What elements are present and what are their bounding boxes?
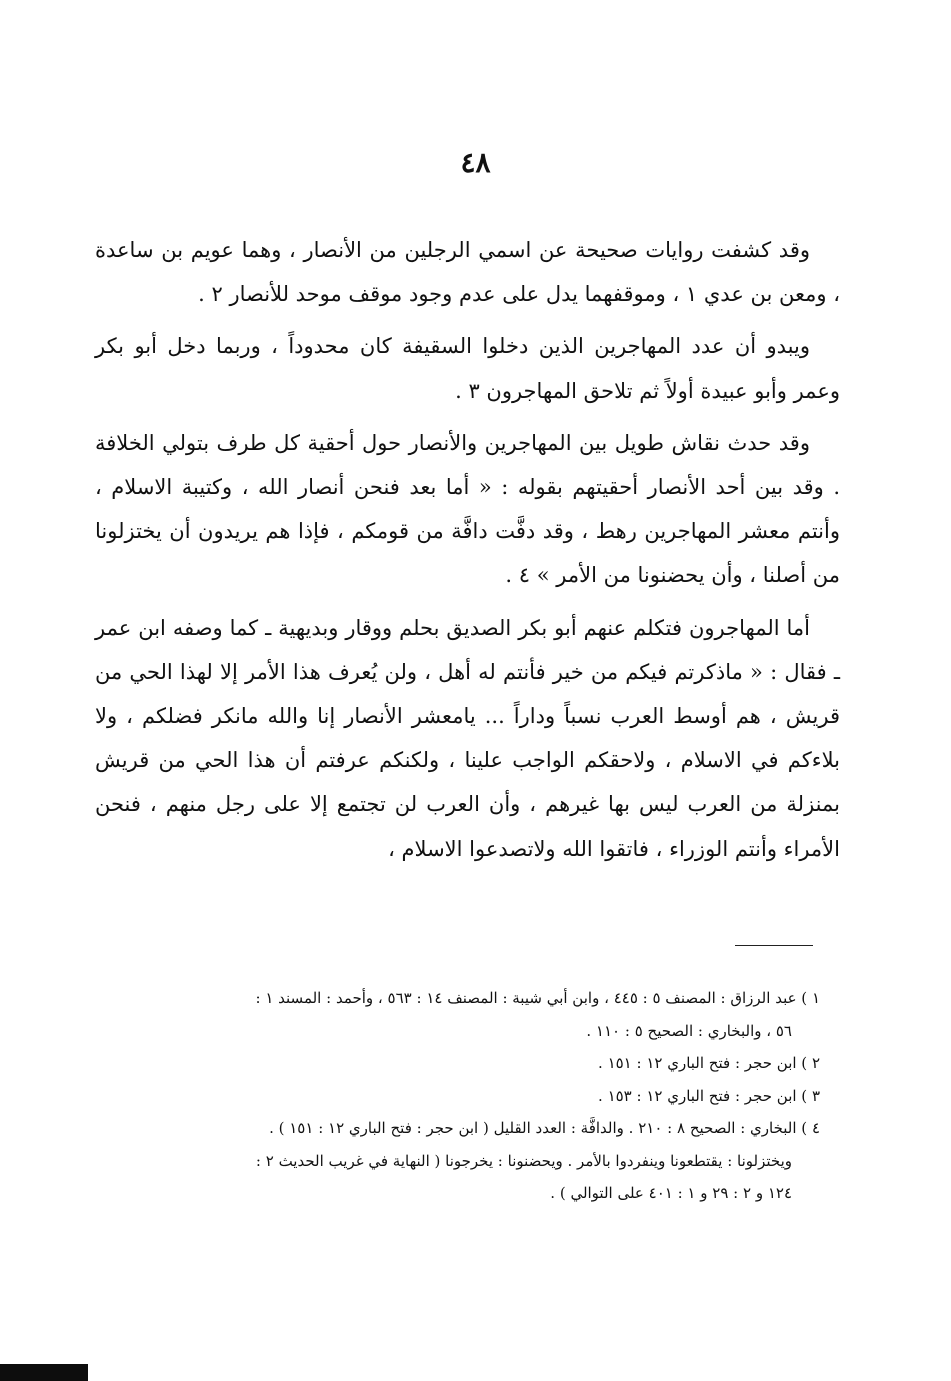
footnote: ١ ) عبد الرزاق : المصنف ٥ : ٤٤٥ ، وابن أبي شيبة : المصنف ١٤ : ٥٦٣ ، وأحمد : المسند ١ : (255, 989, 820, 1007)
page-number: ٤٨ (460, 146, 491, 179)
scan-edge-mark (0, 1364, 88, 1381)
footnote-continuation: ويختزلونا : يقتطعونا وينفردوا بالأمر . ويحضنونا : يخرجونا ( النهاية في غريب الحديث ٢ : (255, 1151, 792, 1170)
body-text (95, 228, 840, 879)
paragraph: ويبدو أن عدد المهاجرين الذين دخلوا السقيفة كان محدوداً ، وربما دخل أبو بكر وعمر وأبو عبيدة أولاً ثم تلاحق المهاجرون ٣ . (95, 334, 840, 403)
paragraph: وقد كشفت روايات صحيحة عن اسمي الرجلين من الأنصار ، وهما عويم بن ساعدة ، ومعن بن عدي ١ ، وموقفهما يدل على عدم وجود موقف موحد للأنصار ٢ . (95, 238, 840, 307)
footnote-separator (735, 945, 813, 946)
footnote: ٣ ) ابن حجر : فتح الباري ١٢ : ١٥٣ . (598, 1086, 820, 1105)
footnote-continuation: ٥٦ ، والبخاري : الصحيح ٥ : ١١٠ . (586, 1021, 792, 1040)
paragraph: وقد حدث نقاش طويل بين المهاجرين والأنصار حول أحقية كل طرف بتولي الخلافة . وقد بين أحد الأنصار أحقيتهم بقوله : « أما بعد فنحن أنصار الله ، وكتيبة الاسلام ، وأنتم معشر المهاجرين رهط ، وقد دفَّت دافَّة من قومكم ، فإذا هم يريدون أن يختزلونا من أصلنا ، وأن يحضنونا من الأمر » ٤ . (95, 430, 840, 588)
footnote: ٤ ) البخاري : الصحيح ٨ : ٢١٠ . والدافَّة : العدد القليل ( ابن حجر : فتح الباري ١٢ : ١٥١ ) . (269, 1119, 820, 1137)
paragraph: أما المهاجرون فتكلم عنهم أبو بكر الصديق بحلم ووقار وبديهية ـ كما وصفه ابن عمر ـ فقال : « ماذكرتم فيكم من خير فأنتم له أهل ، ولن يُعرف هذا الأمر إلا لهذا الحي من قريش ، هم أوسط العرب نسباً وداراً ... يامعشر الأنصار إنا والله مانكر فضلكم ، ولا بلاءكم في الاسلام ، ولاحقكم الواجب علينا ، ولكنكم عرفتم أن هذا الحي من قريش بمنزلة من العرب ليس بها غيرهم ، وأن العرب لن تجتمع إلا على رجل منهم ، فنحن الأمراء وأنتم الوزراء ، فاتقوا الله ولاتصدعوا الاسلام ، (95, 615, 840, 861)
footnote-continuation: ١٢٤ و ٢ : ٢٩ و ١ : ٤٠١ على التوالي ) . (550, 1184, 792, 1202)
footnote: ٢ ) ابن حجر : فتح الباري ١٢ : ١٥١ . (598, 1054, 820, 1072)
footnotes (130, 982, 820, 1210)
